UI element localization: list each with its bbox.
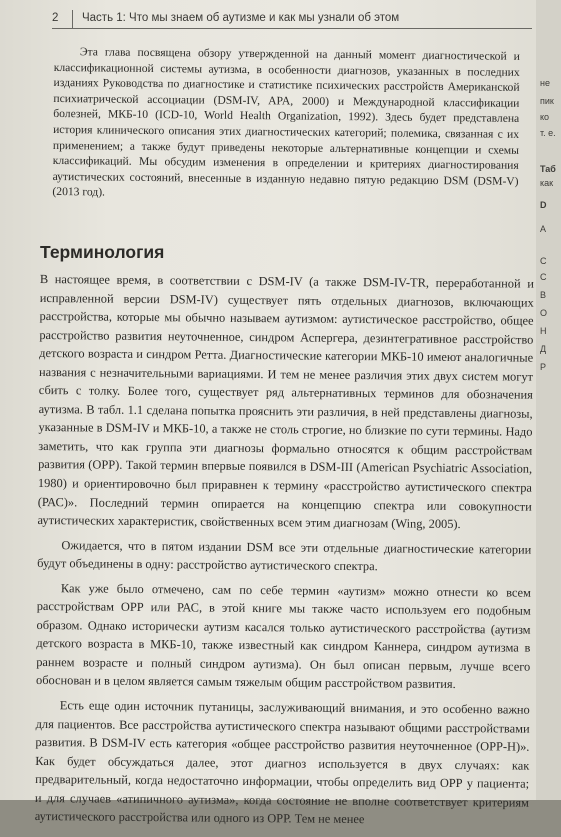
section-body [35, 270, 534, 837]
adjacent-fragment: А [540, 224, 547, 234]
adjacent-fragment: т. е. [540, 128, 556, 138]
adjacent-fragment: Д [540, 344, 547, 354]
adjacent-fragment: С [540, 272, 547, 282]
adjacent-fragment: Таб [540, 164, 556, 174]
section-heading: Терминология [40, 242, 165, 262]
adjacent-fragment: В [540, 290, 547, 300]
paragraph: В настоящее время, в соответствии с DSM-IV (а также DSM-IV-TR, переработанной и исправленной версии DSM-IV) существует пять отдельных диагнозов, включающих расстройства, которые мы обычно называем аутизмом: аутистическое расстройство, общее расстройство развития неуточненное, синдром Аспергера, дезинтегративное расстройство детского возраста и синдром Ретта. Диагностические категории МКБ-10 имеют аналогичные названия с незначительными вариациями. И тем не менее различия этих двух систем могут сбить с толку. Более того, существует ряд альтернативных терминов для обозначения аутизма. В табл. 1.1 сделана попытка прояснить эти различия, в ней представлены диагнозы, указанные в DSM-IV и МКБ-10, а также не столь строгие, но близкие по сути термины. Надо заметить, что как группа эти диагнозы формально относятся к общим расстройствам развития (ОРР). Такой термин впервые появился в DSM-III (American Psychiatric Association, 1980) и ориентировочно был приравнен к термину «расстройство аутистического спектра (РАС)». Последний термин опирается на концепцию спектра или совокупности аутистических характеристик, свойственных всем этим диагнозам (Wing, 2005). [37, 271, 534, 532]
adjacent-fragment: как [540, 178, 554, 188]
paragraph: Как уже было отмечено, сам по себе термин «аутизм» можно отнести ко всем расстройствам ОРР или РАС, в этой книге мы также часто используем его подобным образом. Однако исторически аутизм касался только аутистического расстройства (аутизм детского возраста в МКБ-10, также известный как синдром Каннера, синдром аутизма в раннем возрасте и полный синдром аутизма). Он был описан первым, лучше всего обоснован и в целом является самым тяжелым общим расстройством развития. [35, 580, 531, 692]
adjacent-fragment: ко [540, 112, 550, 122]
header-divider [72, 10, 73, 28]
paragraph: Есть еще один источник путаницы, заслуживающий внимания, и это особенно важно для пациентов. Все расстройства аутистического спектра называют общими расстройствами развития. В DSM-IV есть категория «общее расстройство развития неуточненное (ОРР-Н)». Как будет обсуждаться далее, этот диагноз используется в двух случаях: как предварительный, когда недостаточно информации, чтобы определить вид ОРР у пациента; и для случаев «атипичного аутизма», когда состояние не вполне соответствует критериям аутистического расстройства или одного из ОРР. Тем не менее [34, 698, 530, 827]
adjacent-page-edge [536, 0, 561, 800]
adjacent-fragment: Н [540, 326, 547, 336]
page-number: 2 [52, 12, 59, 24]
paragraph: Ожидается, что в пятом издании DSM все эти отдельные диагностические категории будут объединены в одну: расстройство аутистического спектра. [37, 537, 532, 574]
adjacent-fragment: О [540, 308, 548, 318]
adjacent-fragment: не [540, 78, 550, 88]
chapter-intro: Эта глава посвящена обзору утвержденной на данный момент диагностической и классификационной системы аутизма, в особенности диагнозов, указанных в последних изданиях Руководства по диагностике и статистике психических расстройств Американской психиатрической ассоциации (DSM-IV, APA, 2000) и Международной классификации болезней, МКБ-10 (ICD-10, World Health Organization, 1992). Здесь будет представлена история клинического описания этих диагностических категорий; полемика, связанная с их применением; а также будут приведены некоторые альтернативные концепции и схемы классификаций. Мы обсудим изменения в определении и критериях диагностирования аутистических состояний, внесенные в изданную недавно пятую редакцию DSM (DSM-V) (2013 год). [52, 45, 520, 199]
chapter-title: Часть 1: Что мы знаем об аутизме и как мы узнали об этом [82, 12, 400, 24]
adjacent-fragment: пик [540, 96, 554, 106]
adjacent-fragment: D [540, 200, 547, 210]
running-header [52, 10, 532, 29]
adjacent-fragment: С [540, 256, 547, 266]
adjacent-fragment: Р [540, 362, 547, 372]
